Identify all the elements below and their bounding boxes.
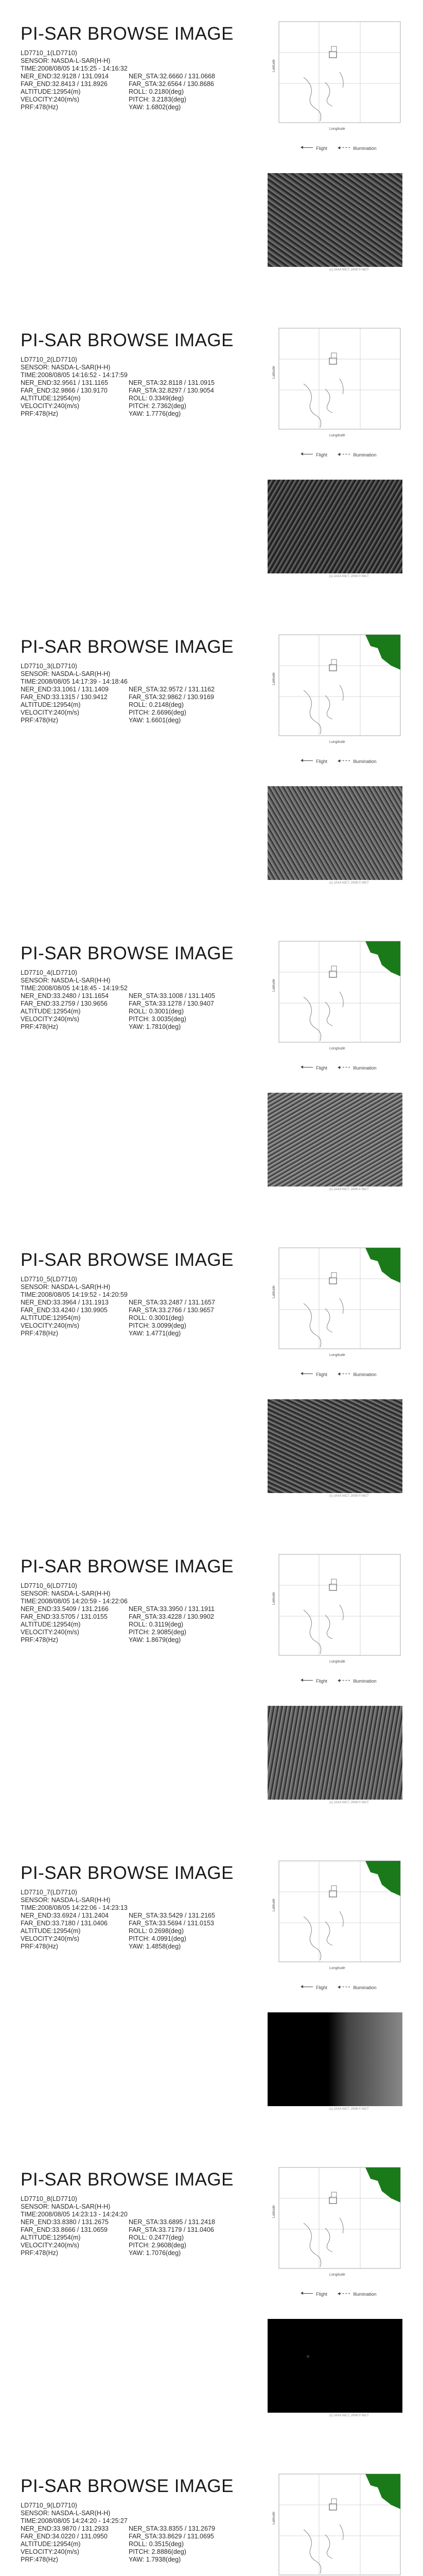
longitude-label: Longitude (329, 1353, 345, 1357)
altitude-text: ALTITUDE:12954(m) (21, 701, 81, 708)
location-map (268, 2473, 402, 2576)
velocity-text: VELOCITY:240(m/s) (21, 1015, 79, 1023)
far-end-text: FAR_END:34.0220 / 131.0950 (21, 2533, 108, 2540)
ner-end-text: NER_END:33.2480 / 131.1654 (21, 992, 109, 999)
yaw-text: YAW: 1.8679(deg) (129, 1636, 181, 1643)
far-end-text: FAR_END:33.5705 / 131.0155 (21, 1613, 108, 1620)
pitch-text: PITCH: 2.9085(deg) (129, 1629, 186, 1636)
longitude-label: Longitude (329, 434, 345, 437)
location-map (268, 940, 402, 1056)
location-map (268, 1553, 402, 1669)
far-sta-text: FAR_STA:32.9862 / 130.9169 (129, 693, 214, 701)
ner-sta-text: NER_STA:33.5429 / 131.2165 (129, 1912, 215, 1919)
latitude-label: Latitude (272, 672, 276, 685)
scene-id: LD7710_5(LD7710) (21, 1276, 77, 1283)
record-title: PI-SAR BROWSE IMAGE (21, 2476, 234, 2496)
altitude-text: ALTITUDE:12954(m) (21, 1008, 81, 1015)
legend-illumination: Illumination (353, 1065, 377, 1071)
legend-flight: Flight (316, 1679, 328, 1684)
ner-end-text: NER_END:32.9561 / 131.1165 (21, 379, 109, 386)
longitude-label: Longitude (329, 127, 345, 131)
ner-end-text: NER_END:33.5409 / 131.2166 (21, 1605, 109, 1613)
far-end-text: FAR_END:33.1315 / 130.9412 (21, 693, 108, 701)
prf-text: PRF:478(Hz) (21, 1943, 58, 1950)
pitch-text: PITCH: 2.7362(deg) (129, 402, 186, 410)
browse-record (0, 1247, 423, 1553)
sar-browse-image (268, 1706, 402, 1800)
time-text: TIME:2008/08/05 14:24:20 - 14:25:27 (21, 2517, 128, 2524)
ner-end-text: NER_END:33.1061 / 131.1409 (21, 686, 109, 693)
scene-id: LD7710_4(LD7710) (21, 969, 77, 976)
time-text: TIME:2008/08/05 14:16:52 - 14:17:59 (21, 371, 128, 379)
pitch-text: PITCH: 2.8886(deg) (129, 2548, 186, 2555)
ner-end-text: NER_END:33.9870 / 131.2933 (21, 2525, 109, 2532)
latitude-label: Latitude (272, 1592, 276, 1605)
far-sta-text: FAR_STA:33.1278 / 130.9407 (129, 1000, 214, 1007)
scene-id: LD7710_2(LD7710) (21, 356, 77, 363)
browse-record (0, 634, 423, 940)
velocity-text: VELOCITY:240(m/s) (21, 2548, 79, 2555)
record-title: PI-SAR BROWSE IMAGE (21, 943, 234, 963)
image-credit: (c) JAXA NICT, 2008 © NICT (329, 268, 369, 272)
prf-text: PRF:478(Hz) (21, 2556, 58, 2563)
browse-record (0, 1553, 423, 1860)
ner-sta-text: NER_STA:33.3950 / 131.1911 (129, 1605, 215, 1613)
record-title: PI-SAR BROWSE IMAGE (21, 2170, 234, 2190)
ner-end-text: NER_END:33.8380 / 131.2675 (21, 2218, 109, 2226)
browse-record (0, 21, 423, 327)
longitude-label: Longitude (329, 1967, 345, 1970)
altitude-text: ALTITUDE:12954(m) (21, 1314, 81, 1321)
ner-sta-text: NER_STA:33.6895 / 131.2418 (129, 2218, 215, 2226)
far-end-text: FAR_END:33.4240 / 130.9905 (21, 1307, 108, 1314)
scene-id: LD7710_7(LD7710) (21, 1889, 77, 1896)
yaw-text: YAW: 1.7810(deg) (129, 1023, 181, 1030)
yaw-text: YAW: 1.6601(deg) (129, 717, 181, 724)
record-title: PI-SAR BROWSE IMAGE (21, 1556, 234, 1577)
flight-arrow-icon (303, 2293, 313, 2294)
roll-text: ROLL: 0.3349(deg) (129, 395, 184, 402)
location-map (268, 21, 402, 136)
longitude-label: Longitude (329, 2273, 345, 2277)
flight-arrow-icon (303, 1680, 313, 1681)
yaw-text: YAW: 1.7938(deg) (129, 2556, 181, 2563)
sar-browse-image (268, 1399, 402, 1493)
ner-sta-text: NER_STA:32.8118 / 131.0915 (129, 379, 215, 386)
time-text: TIME:2008/08/05 14:15:25 - 14:16:32 (21, 65, 128, 72)
sar-browse-image (268, 1093, 402, 1187)
location-map (268, 2166, 402, 2282)
scene-id: LD7710_6(LD7710) (21, 1582, 77, 1589)
ner-sta-text: NER_STA:33.8355 / 131.2679 (129, 2525, 215, 2532)
far-end-text: FAR_END:33.8666 / 131.0659 (21, 2226, 108, 2233)
sar-browse-image (268, 173, 402, 267)
legend-illumination: Illumination (353, 2292, 377, 2297)
longitude-label: Longitude (329, 1660, 345, 1664)
illumination-arrow-icon (340, 1680, 350, 1681)
ner-sta-text: NER_STA:33.2487 / 131.1657 (129, 1299, 215, 1306)
velocity-text: VELOCITY:240(m/s) (21, 2242, 79, 2249)
latitude-label: Latitude (272, 59, 276, 72)
time-text: TIME:2008/08/05 14:20:59 - 14:22:06 (21, 1598, 128, 1605)
far-sta-text: FAR_STA:33.4228 / 130.9902 (129, 1613, 214, 1620)
altitude-text: ALTITUDE:12954(m) (21, 2234, 81, 2241)
image-credit: (c) JAXA NICT, 2008 © NICT (329, 2414, 369, 2417)
far-end-text: FAR_END:32.9866 / 130.9170 (21, 387, 108, 394)
pitch-text: PITCH: 4.0991(deg) (129, 1935, 186, 1942)
image-credit: (c) JAXA NICT, 2008 © NICT (329, 1801, 369, 1804)
pitch-text: PITCH: 3.0099(deg) (129, 1322, 186, 1329)
illumination-arrow-icon (340, 760, 350, 761)
roll-text: ROLL: 0.2148(deg) (129, 701, 184, 708)
pitch-text: PITCH: 3.2183(deg) (129, 96, 186, 103)
legend-illumination: Illumination (353, 1985, 377, 1990)
location-map (268, 634, 402, 749)
image-credit: (c) JAXA NICT, 2008 © NICT (329, 882, 369, 885)
ner-end-text: NER_END:33.3964 / 131.1913 (21, 1299, 109, 1306)
browse-record (0, 2166, 423, 2473)
prf-text: PRF:478(Hz) (21, 2249, 58, 2257)
record-title: PI-SAR BROWSE IMAGE (21, 637, 234, 657)
far-sta-text: FAR_STA:32.8297 / 130.9054 (129, 387, 214, 394)
altitude-text: ALTITUDE:12954(m) (21, 88, 81, 95)
latitude-label: Latitude (272, 2512, 276, 2524)
yaw-text: YAW: 1.4771(deg) (129, 1330, 181, 1337)
velocity-text: VELOCITY:240(m/s) (21, 709, 79, 716)
roll-text: ROLL: 0.3001(deg) (129, 1008, 184, 1015)
roll-text: ROLL: 0.2180(deg) (129, 88, 184, 95)
latitude-label: Latitude (272, 1899, 276, 1911)
time-text: TIME:2008/08/05 14:18:45 - 14:19:52 (21, 985, 128, 992)
latitude-label: Latitude (272, 2205, 276, 2218)
prf-text: PRF:478(Hz) (21, 1330, 58, 1337)
far-sta-text: FAR_STA:33.7179 / 131.0406 (129, 2226, 214, 2233)
sar-browse-image (268, 786, 402, 880)
ner-sta-text: NER_STA:32.9572 / 131.1162 (129, 686, 215, 693)
roll-text: ROLL: 0.3001(deg) (129, 1314, 184, 1321)
legend-illumination: Illumination (353, 146, 377, 151)
sensor-text: SENSOR: NASDA-L-SAR(H-H) (21, 2203, 111, 2210)
sensor-text: SENSOR: NASDA-L-SAR(H-H) (21, 2510, 111, 2517)
location-map (268, 1860, 402, 1975)
scene-id: LD7710_1(LD7710) (21, 49, 77, 57)
yaw-text: YAW: 1.7076(deg) (129, 2249, 181, 2257)
browse-record (0, 1860, 423, 2166)
scene-id: LD7710_9(LD7710) (21, 2502, 77, 2509)
roll-text: ROLL: 0.3515(deg) (129, 2540, 184, 2548)
ner-sta-text: NER_STA:33.1008 / 131.1405 (129, 992, 215, 999)
image-credit: (c) JAXA NICT, 2008 © NICT (329, 575, 369, 578)
velocity-text: VELOCITY:240(m/s) (21, 1629, 79, 1636)
image-credit: (c) JAXA NICT, 2008 © NICT (329, 2108, 369, 2111)
location-map (268, 327, 402, 443)
prf-text: PRF:478(Hz) (21, 717, 58, 724)
legend-illumination: Illumination (353, 1679, 377, 1684)
far-sta-text: FAR_STA:33.2766 / 130.9657 (129, 1307, 214, 1314)
far-end-text: FAR_END:33.7180 / 131.0406 (21, 1920, 108, 1927)
longitude-label: Longitude (329, 1047, 345, 1050)
image-credit: (c) JAXA NICT, 2008 © NICT (329, 1188, 369, 1191)
sensor-text: SENSOR: NASDA-L-SAR(H-H) (21, 1896, 111, 1904)
illumination-arrow-icon (340, 2293, 350, 2294)
longitude-label: Longitude (329, 740, 345, 744)
legend-flight: Flight (316, 1065, 328, 1071)
record-title: PI-SAR BROWSE IMAGE (21, 1250, 234, 1270)
legend-flight: Flight (316, 1985, 328, 1990)
legend-illumination: Illumination (353, 1372, 377, 1377)
velocity-text: VELOCITY:240(m/s) (21, 96, 79, 103)
sensor-text: SENSOR: NASDA-L-SAR(H-H) (21, 670, 111, 677)
time-text: TIME:2008/08/05 14:19:52 - 14:20:59 (21, 1291, 128, 1298)
prf-text: PRF:478(Hz) (21, 104, 58, 111)
prf-text: PRF:478(Hz) (21, 1023, 58, 1030)
yaw-text: YAW: 1.4858(deg) (129, 1943, 181, 1950)
legend-illumination: Illumination (353, 452, 377, 457)
location-map (268, 1247, 402, 1362)
record-title: PI-SAR BROWSE IMAGE (21, 24, 234, 44)
sensor-text: SENSOR: NASDA-L-SAR(H-H) (21, 57, 111, 64)
roll-text: ROLL: 0.2698(deg) (129, 1927, 184, 1935)
ner-sta-text: NER_STA:32.6660 / 131.0668 (129, 73, 215, 80)
legend-flight: Flight (316, 452, 328, 457)
altitude-text: ALTITUDE:12954(m) (21, 2540, 81, 2548)
far-sta-text: FAR_STA:32.6564 / 130.8686 (129, 80, 214, 88)
record-title: PI-SAR BROWSE IMAGE (21, 1863, 234, 1883)
prf-text: PRF:478(Hz) (21, 410, 58, 417)
far-end-text: FAR_END:32.8413 / 131.8926 (21, 80, 108, 88)
prf-text: PRF:478(Hz) (21, 1636, 58, 1643)
pitch-text: PITCH: 3.0035(deg) (129, 1015, 186, 1023)
roll-text: ROLL: 0.2477(deg) (129, 2234, 184, 2241)
flight-arrow-icon (303, 147, 313, 148)
legend-illumination: Illumination (353, 759, 377, 764)
latitude-label: Latitude (272, 366, 276, 379)
pitch-text: PITCH: 2.6696(deg) (129, 709, 186, 716)
altitude-text: ALTITUDE:12954(m) (21, 1927, 81, 1935)
browse-record (0, 940, 423, 1247)
pitch-text: PITCH: 2.9608(deg) (129, 2242, 186, 2249)
scene-id: LD7710_8(LD7710) (21, 2195, 77, 2202)
sensor-text: SENSOR: NASDA-L-SAR(H-H) (21, 364, 111, 371)
image-credit: (c) JAXA NICT, 2008 © NICT (329, 1495, 369, 1498)
far-end-text: FAR_END:33.2759 / 130.9656 (21, 1000, 108, 1007)
velocity-text: VELOCITY:240(m/s) (21, 1322, 79, 1329)
velocity-text: VELOCITY:240(m/s) (21, 402, 79, 410)
sensor-text: SENSOR: NASDA-L-SAR(H-H) (21, 1590, 111, 1597)
velocity-text: VELOCITY:240(m/s) (21, 1935, 79, 1942)
sar-browse-image (268, 2012, 402, 2106)
time-text: TIME:2008/08/05 14:23:13 - 14:24:20 (21, 2211, 128, 2218)
time-text: TIME:2008/08/05 14:17:39 - 14:18:46 (21, 678, 128, 685)
legend-flight: Flight (316, 146, 328, 151)
illumination-arrow-icon (340, 147, 350, 148)
legend-flight: Flight (316, 2292, 328, 2297)
latitude-label: Latitude (272, 979, 276, 992)
scene-id: LD7710_3(LD7710) (21, 663, 77, 670)
sensor-text: SENSOR: NASDA-L-SAR(H-H) (21, 977, 111, 984)
sar-browse-image (268, 480, 402, 573)
yaw-text: YAW: 1.7776(deg) (129, 410, 181, 417)
legend-flight: Flight (316, 1372, 328, 1377)
sensor-text: SENSOR: NASDA-L-SAR(H-H) (21, 1283, 111, 1291)
far-sta-text: FAR_STA:33.5694 / 131.0153 (129, 1920, 214, 1927)
ner-end-text: NER_END:33.6924 / 131.2404 (21, 1912, 109, 1919)
ner-end-text: NER_END:32.9128 / 131.0914 (21, 73, 109, 80)
browse-record (0, 2473, 423, 2576)
legend-flight: Flight (316, 759, 328, 764)
sar-browse-image (268, 2319, 402, 2413)
time-text: TIME:2008/08/05 14:22:06 - 14:23:13 (21, 1904, 128, 1911)
altitude-text: ALTITUDE:12954(m) (21, 1621, 81, 1628)
roll-text: ROLL: 0.3119(deg) (129, 1621, 184, 1628)
browse-record (0, 327, 423, 634)
far-sta-text: FAR_STA:33.8629 / 131.0695 (129, 2533, 214, 2540)
record-title: PI-SAR BROWSE IMAGE (21, 330, 234, 350)
latitude-label: Latitude (272, 1285, 276, 1298)
flight-arrow-icon (303, 760, 313, 761)
altitude-text: ALTITUDE:12954(m) (21, 395, 81, 402)
yaw-text: YAW: 1.6802(deg) (129, 104, 181, 111)
